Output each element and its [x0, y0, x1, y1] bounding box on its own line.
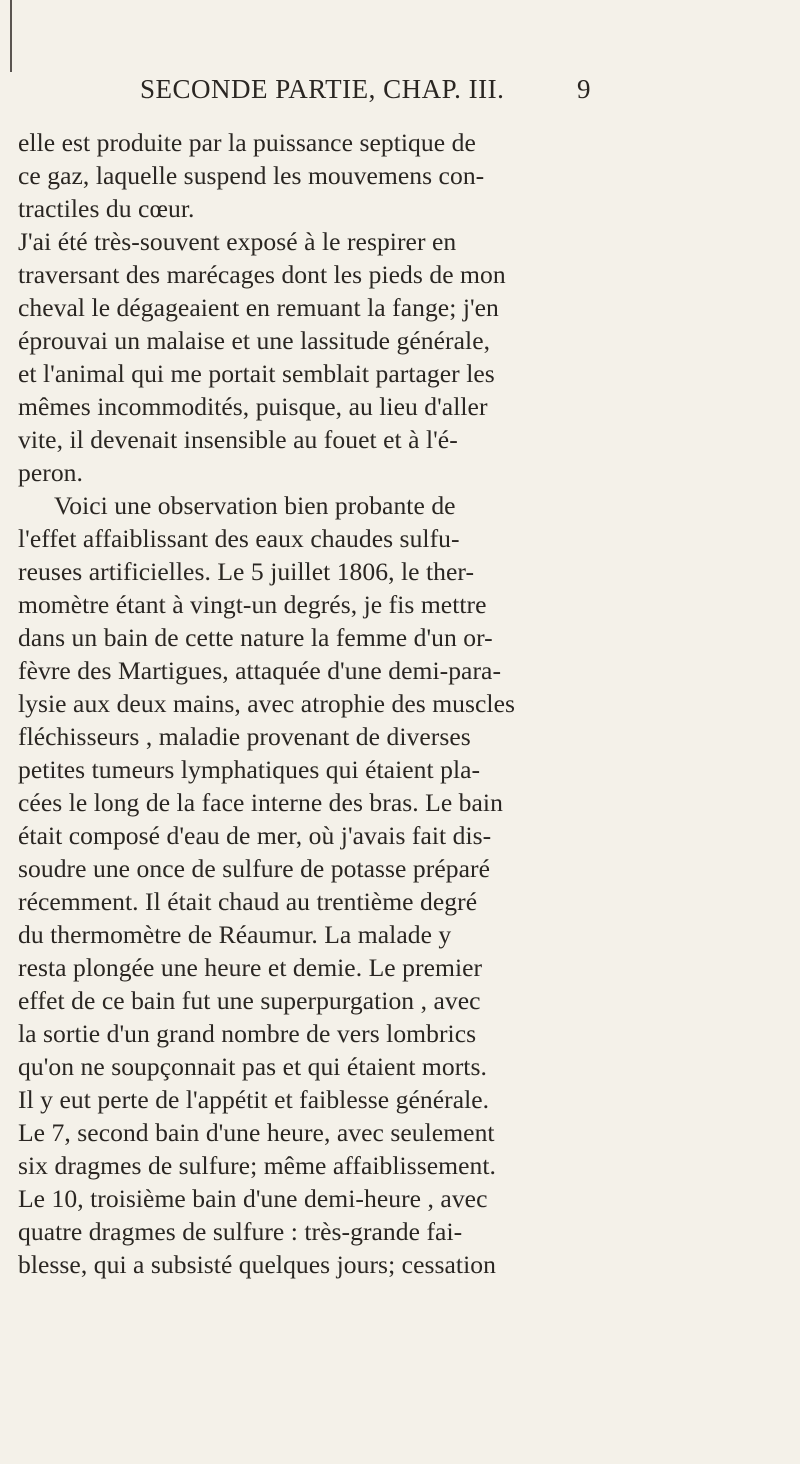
text-line: blesse, qui a subsisté quelques jours; cessation [18, 1250, 496, 1279]
text-line: mêmes incommodités, puisque, au lieu d'aller [18, 392, 488, 421]
page-number: 9 [577, 74, 591, 104]
text-line: elle est produite par la puissance septique de [18, 128, 476, 157]
text-line: Le 10, troisième bain d'une demi-heure , avec [18, 1184, 488, 1213]
body-text [18, 126, 628, 1281]
text-line: peron. [18, 458, 83, 487]
text-line: dans un bain de cette nature la femme d'un or- [18, 623, 493, 652]
text-line: récemment. Il était chaud au trentième degré [18, 887, 478, 916]
text-line: cheval le dégageaient en remuant la fange; j'en [18, 293, 499, 322]
text-line: et l'animal qui me portait semblait partager les [18, 359, 495, 388]
text-line: quatre dragmes de sulfure : très-grande fai- [18, 1217, 463, 1246]
text-line: la sortie d'un grand nombre de vers lombrics [18, 1019, 477, 1048]
text-line: soudre une once de sulfure de potasse préparé [18, 854, 490, 883]
text-line: resta plongée une heure et demie. Le premier [18, 953, 483, 982]
text-line: J'ai été très-souvent exposé à le respirer en [18, 227, 457, 256]
text-line: fléchisseurs , maladie provenant de diverses [18, 722, 471, 751]
text-line: était composé d'eau de mer, où j'avais fait dis- [18, 821, 492, 850]
text-line: cées le long de la face interne des bras. Le bain [18, 788, 503, 817]
page-edge-line [10, 0, 12, 72]
page-header [0, 70, 800, 110]
running-head: SECONDE PARTIE, CHAP. III. [140, 74, 505, 104]
text-line: éprouvai un malaise et une lassitude générale, [18, 326, 491, 355]
text-line: effet de ce bain fut une superpurgation , avec [18, 986, 481, 1015]
text-line: Il y eut perte de l'appétit et faiblesse générale. [18, 1085, 490, 1114]
text-line: traversant des marécages dont les pieds de mon [18, 260, 506, 289]
text-line: Le 7, second bain d'une heure, avec seulement [18, 1118, 495, 1147]
text-line: du thermomètre de Réaumur. La malade y [18, 920, 452, 949]
text-line: qu'on ne soupçonnait pas et qui étaient morts. [18, 1052, 487, 1081]
text-line: momètre étant à vingt-un degrés, je fis mettre [18, 590, 487, 619]
text-line: six dragmes de sulfure; même affaiblissement. [18, 1151, 496, 1180]
text-line: petites tumeurs lymphatiques qui étaient pla- [18, 755, 481, 784]
text-line: tractiles du cœur. [18, 194, 195, 223]
text-line: ce gaz, laquelle suspend les mouvemens con- [18, 161, 485, 190]
text-line: fèvre des Martigues, attaquée d'une demi-para- [18, 656, 502, 685]
text-line: lysie aux deux mains, avec atrophie des muscles [18, 689, 516, 718]
text-line: reuses artificielles. Le 5 juillet 1806, le ther- [18, 557, 475, 586]
text-line: vite, il devenait insensible au fouet et à l'é- [18, 425, 458, 454]
text-line: Voici une observation bien probante de [54, 491, 456, 520]
text-line: l'effet affaiblissant des eaux chaudes sulfu- [18, 524, 460, 553]
